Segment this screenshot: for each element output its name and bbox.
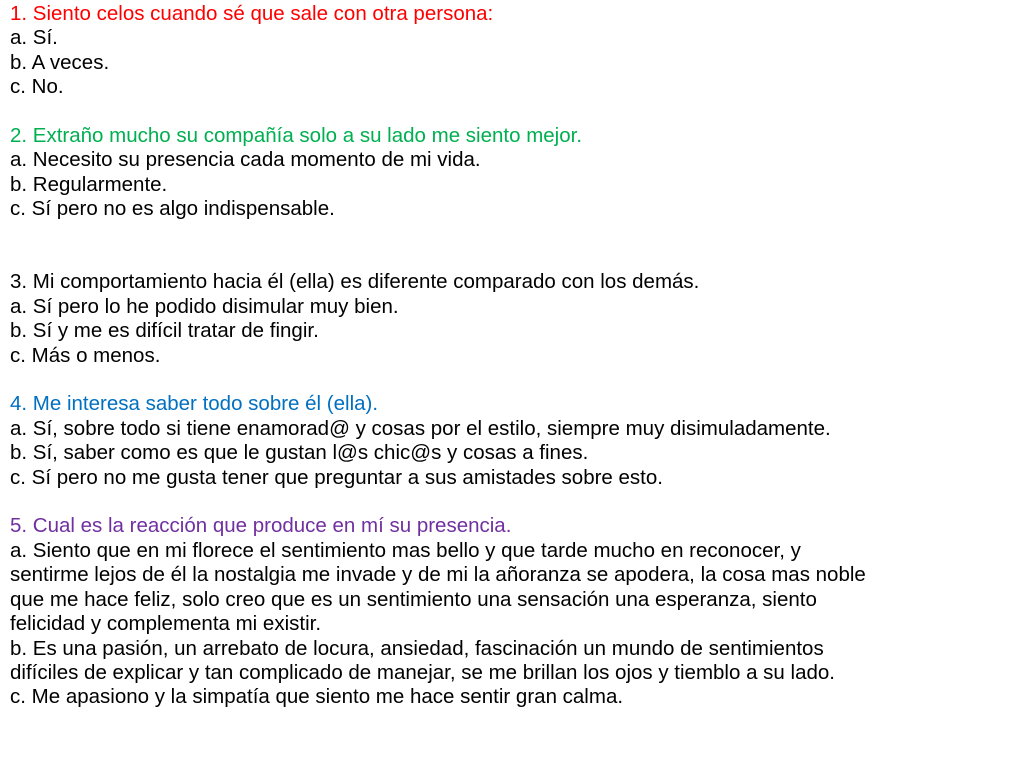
question-1-answer-a: a. Sí. <box>10 26 58 50</box>
question-3-answer-c: c. Más o menos. <box>10 343 161 367</box>
question-2-answer-b: b. Regularmente. <box>10 172 168 196</box>
question-5-answer-b-line-1: b. Es una pasión, un arrebato de locura, ansiedad, fascinación un mundo de sentimientos <box>10 636 824 660</box>
question-3-heading: 3. Mi comportamiento hacia él (ella) es diferente comparado con los demás. <box>10 270 700 294</box>
question-3-answer-b: b. Sí y me es difícil tratar de fingir. <box>10 319 319 343</box>
question-3-answer-a: a. Sí pero lo he podido disimular muy bien. <box>10 294 399 318</box>
question-2-heading: 2. Extraño mucho su compañía solo a su lado me siento mejor. <box>10 124 583 148</box>
question-block-2 <box>10 124 1025 222</box>
question-4-heading: 4. Me interesa saber todo sobre él (ella). <box>10 392 379 416</box>
quiz-document <box>10 2 1025 710</box>
question-5-heading: 5. Cual es la reacción que produce en mí su presencia. <box>10 514 512 538</box>
question-1-answer-b: b. A veces. <box>10 50 110 74</box>
question-5-answer-a-line-3: que me hace feliz, solo creo que es un sentimiento una sensación una esperanza, siento <box>10 587 817 611</box>
question-1-heading: 1. Siento celos cuando sé que sale con otra persona: <box>10 2 494 25</box>
question-5-answer-a-line-4: felicidad y complementa mi existir. <box>10 612 322 636</box>
question-block-3 <box>10 270 1025 368</box>
spacer <box>10 490 1025 514</box>
question-5-answer-a-line-2: sentirme lejos de él la nostalgia me invade y de mi la añoranza se apodera, la cosa mas noble <box>10 563 866 587</box>
question-5-answer-b-line-2: difíciles de explicar y tan complicado de manejar, se me brillan los ojos y tiemblo a su lado. <box>10 660 835 684</box>
spacer <box>10 222 1025 271</box>
question-5-answer-c: c. Me apasiono y la simpatía que siento me hace sentir gran calma. <box>10 685 624 709</box>
question-2-answer-c: c. Sí pero no es algo indispensable. <box>10 197 335 221</box>
spacer <box>10 368 1025 392</box>
question-1-answer-c: c. No. <box>10 75 64 99</box>
question-block-1 <box>10 2 1025 100</box>
question-4-answer-b: b. Sí, saber como es que le gustan l@s chic@s y cosas a fines. <box>10 441 589 465</box>
question-block-5 <box>10 514 1025 709</box>
question-4-answer-a: a. Sí, sobre todo si tiene enamorad@ y cosas por el estilo, siempre muy disimuladamente. <box>10 416 831 440</box>
question-5-answer-a-line-1: a. Siento que en mi florece el sentimiento mas bello y que tarde mucho en reconocer, y <box>10 538 801 562</box>
question-2-answer-a: a. Necesito su presencia cada momento de mi vida. <box>10 148 481 172</box>
question-4-answer-c: c. Sí pero no me gusta tener que preguntar a sus amistades sobre esto. <box>10 465 663 489</box>
spacer <box>10 100 1025 124</box>
question-block-4 <box>10 392 1025 490</box>
